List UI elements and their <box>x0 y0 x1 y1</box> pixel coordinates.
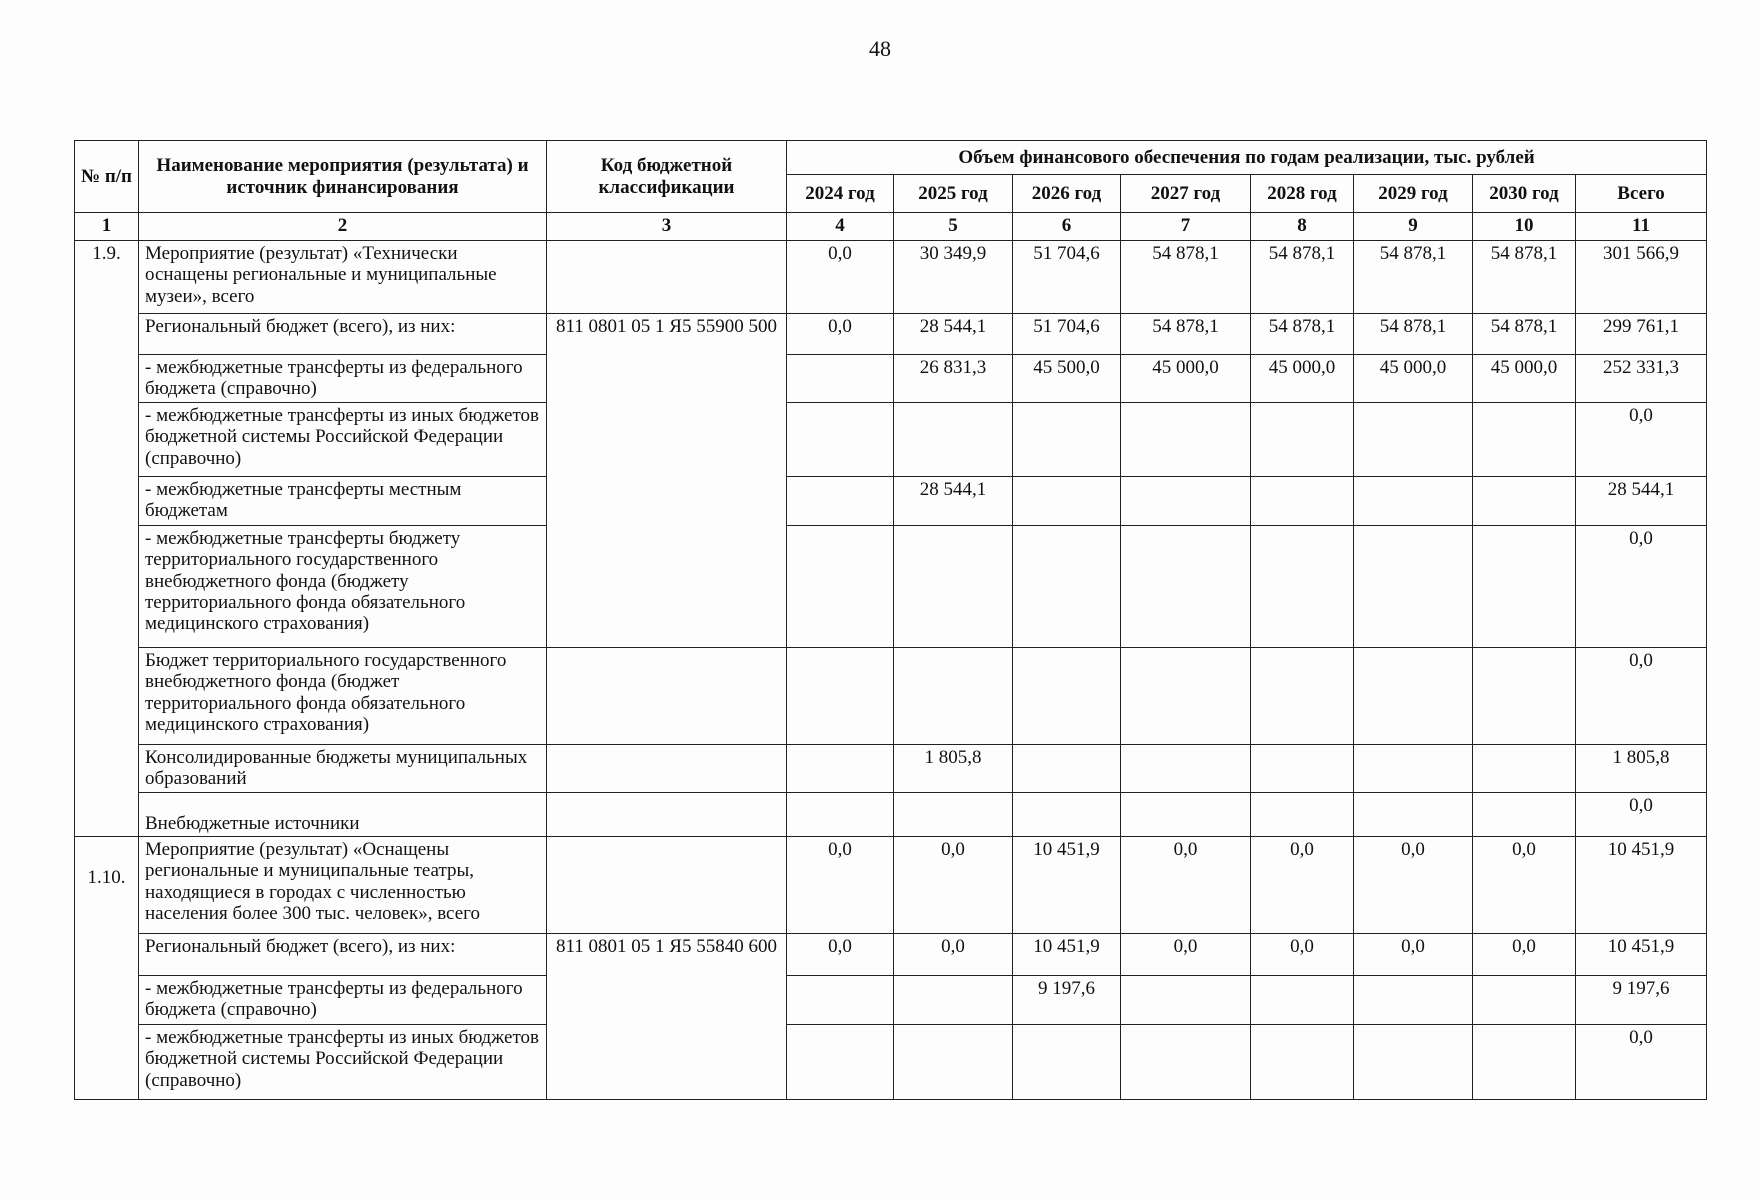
value-cell <box>1013 526 1121 648</box>
header-year: 2027 год <box>1121 175 1251 213</box>
value-cell: 0,0 <box>1354 934 1473 976</box>
table-row <box>75 241 1707 314</box>
total-cell: 0,0 <box>1576 526 1707 648</box>
value-cell <box>1354 976 1473 1025</box>
value-cell <box>1013 1025 1121 1100</box>
total-cell: 299 761,1 <box>1576 314 1707 355</box>
value-cell <box>894 793 1013 837</box>
value-cell: 0,0 <box>787 314 894 355</box>
row-name: Мероприятие (результат) «Оснащены региональные и муниципальные театры, находящиеся в городах с численностью населения более 300 тыс. человек», всего <box>139 837 547 934</box>
value-cell: 0,0 <box>787 241 894 314</box>
value-cell <box>1473 1025 1576 1100</box>
budget-code: 811 0801 05 1 Я5 55840 600 <box>547 934 787 1100</box>
value-cell <box>787 403 894 477</box>
table-row <box>75 837 1707 934</box>
total-cell: 1 805,8 <box>1576 745 1707 793</box>
value-cell <box>1251 745 1354 793</box>
value-cell <box>1121 745 1251 793</box>
row-name: - межбюджетные трансферты бюджету территориального государственного внебюджетного фонда (бюджету территориального фонда обязательного медицинского страхования) <box>139 526 547 648</box>
row-name: - межбюджетные трансферты из федерального бюджета (справочно) <box>139 355 547 403</box>
value-cell: 54 878,1 <box>1354 241 1473 314</box>
header-year: 2028 год <box>1251 175 1354 213</box>
code-cell-empty <box>547 648 787 745</box>
value-cell: 0,0 <box>894 837 1013 934</box>
table-row <box>75 314 1707 355</box>
code-cell-empty <box>547 745 787 793</box>
page-number: 48 <box>869 36 891 61</box>
value-cell <box>1013 793 1121 837</box>
total-cell: 10 451,9 <box>1576 837 1707 934</box>
value-cell <box>1121 1025 1251 1100</box>
table-row <box>75 934 1707 976</box>
value-cell <box>894 526 1013 648</box>
value-cell <box>1354 526 1473 648</box>
value-cell <box>1121 793 1251 837</box>
table-row <box>75 745 1707 793</box>
value-cell <box>1013 745 1121 793</box>
table-row <box>75 648 1707 745</box>
value-cell: 26 831,3 <box>894 355 1013 403</box>
value-cell: 45 000,0 <box>1354 355 1473 403</box>
value-cell: 0,0 <box>787 837 894 934</box>
header-year: 2024 год <box>787 175 894 213</box>
value-cell <box>787 477 894 526</box>
value-cell: 51 704,6 <box>1013 314 1121 355</box>
row-name: Региональный бюджет (всего), из них: <box>139 314 547 355</box>
value-cell <box>1121 403 1251 477</box>
value-cell: 45 500,0 <box>1013 355 1121 403</box>
row-name: Региональный бюджет (всего), из них: <box>139 934 547 976</box>
table-row <box>75 355 1707 403</box>
total-cell: 301 566,9 <box>1576 241 1707 314</box>
column-number: 11 <box>1576 213 1707 241</box>
value-cell: 0,0 <box>1251 837 1354 934</box>
value-cell: 0,0 <box>1121 837 1251 934</box>
value-cell <box>1473 648 1576 745</box>
header-year: 2026 год <box>1013 175 1121 213</box>
value-cell: 54 878,1 <box>1473 314 1576 355</box>
code-cell-empty <box>547 793 787 837</box>
value-cell: 45 000,0 <box>1251 355 1354 403</box>
total-cell: 9 197,6 <box>1576 976 1707 1025</box>
value-cell: 10 451,9 <box>1013 934 1121 976</box>
table-row <box>75 403 1707 477</box>
value-cell <box>1251 477 1354 526</box>
value-cell <box>1473 403 1576 477</box>
row-name: Внебюджетные источники <box>139 793 547 837</box>
row-name: - межбюджетные трансферты местным бюджетам <box>139 477 547 526</box>
column-number: 10 <box>1473 213 1576 241</box>
value-cell <box>1013 648 1121 745</box>
value-cell <box>1473 976 1576 1025</box>
header-year: 2025 год <box>894 175 1013 213</box>
value-cell <box>1354 403 1473 477</box>
column-number: 3 <box>547 213 787 241</box>
row-name: - межбюджетные трансферты из иных бюджетов бюджетной системы Российской Федерации (справочно) <box>139 403 547 477</box>
section-index: 1.9. <box>75 241 139 837</box>
value-cell: 45 000,0 <box>1121 355 1251 403</box>
value-cell <box>894 976 1013 1025</box>
value-cell: 0,0 <box>1251 934 1354 976</box>
header-number: № п/п <box>75 141 139 213</box>
header-total: Всего <box>1576 175 1707 213</box>
column-number: 9 <box>1354 213 1473 241</box>
value-cell <box>1354 793 1473 837</box>
value-cell: 0,0 <box>1354 837 1473 934</box>
total-cell: 10 451,9 <box>1576 934 1707 976</box>
row-name: Консолидированные бюджеты муниципальных образований <box>139 745 547 793</box>
value-cell <box>787 745 894 793</box>
value-cell: 51 704,6 <box>1013 241 1121 314</box>
value-cell: 28 544,1 <box>894 477 1013 526</box>
value-cell <box>1473 477 1576 526</box>
value-cell <box>787 976 894 1025</box>
value-cell: 54 878,1 <box>1121 241 1251 314</box>
value-cell <box>1354 648 1473 745</box>
row-name: Бюджет территориального государственного внебюджетного фонда (бюджет территориального фонда обязательного медицинского страхования) <box>139 648 547 745</box>
value-cell: 0,0 <box>1473 837 1576 934</box>
value-cell <box>787 526 894 648</box>
value-cell <box>787 648 894 745</box>
value-cell <box>894 648 1013 745</box>
total-cell: 0,0 <box>1576 403 1707 477</box>
value-cell: 45 000,0 <box>1473 355 1576 403</box>
row-name: - межбюджетные трансферты из иных бюджетов бюджетной системы Российской Федерации (справочно) <box>139 1025 547 1100</box>
table-row <box>75 976 1707 1025</box>
header-code: Код бюджетной классификации <box>547 141 787 213</box>
value-cell <box>1251 793 1354 837</box>
value-cell <box>1251 1025 1354 1100</box>
column-number: 2 <box>139 213 547 241</box>
column-number: 4 <box>787 213 894 241</box>
total-cell: 252 331,3 <box>1576 355 1707 403</box>
value-cell <box>894 403 1013 477</box>
value-cell <box>1354 1025 1473 1100</box>
column-number: 7 <box>1121 213 1251 241</box>
table-row <box>75 793 1707 837</box>
total-cell: 0,0 <box>1576 1025 1707 1100</box>
row-name: Мероприятие (результат) «Технически оснащены региональные и муниципальные музеи», всего <box>139 241 547 314</box>
value-cell: 0,0 <box>1473 934 1576 976</box>
value-cell <box>787 355 894 403</box>
total-cell: 0,0 <box>1576 793 1707 837</box>
value-cell: 54 878,1 <box>1121 314 1251 355</box>
value-cell <box>1354 477 1473 526</box>
column-number: 1 <box>75 213 139 241</box>
table-row <box>75 1025 1707 1100</box>
value-cell <box>1121 526 1251 648</box>
header-volume: Объем финансового обеспечения по годам реализации, тыс. рублей <box>787 141 1707 175</box>
value-cell: 9 197,6 <box>1013 976 1121 1025</box>
header-year: 2029 год <box>1354 175 1473 213</box>
table-row <box>75 526 1707 648</box>
financing-table <box>74 140 1707 1100</box>
value-cell <box>1121 648 1251 745</box>
value-cell <box>1251 648 1354 745</box>
value-cell <box>1473 526 1576 648</box>
header-name: Наименование мероприятия (результата) и источник финансирования <box>139 141 547 213</box>
value-cell <box>1013 403 1121 477</box>
value-cell: 0,0 <box>1121 934 1251 976</box>
row-name: - межбюджетные трансферты из федерального бюджета (справочно) <box>139 976 547 1025</box>
value-cell <box>1251 526 1354 648</box>
value-cell <box>1473 793 1576 837</box>
column-numbers-row <box>75 213 1707 241</box>
value-cell: 1 805,8 <box>894 745 1013 793</box>
table-row <box>75 477 1707 526</box>
code-cell-empty <box>547 837 787 934</box>
column-number: 8 <box>1251 213 1354 241</box>
value-cell: 54 878,1 <box>1251 314 1354 355</box>
total-cell: 0,0 <box>1576 648 1707 745</box>
column-number: 6 <box>1013 213 1121 241</box>
value-cell <box>1251 403 1354 477</box>
budget-code: 811 0801 05 1 Я5 55900 500 <box>547 314 787 648</box>
code-cell-empty <box>547 241 787 314</box>
value-cell <box>894 1025 1013 1100</box>
value-cell: 54 878,1 <box>1251 241 1354 314</box>
total-cell: 28 544,1 <box>1576 477 1707 526</box>
value-cell <box>1354 745 1473 793</box>
value-cell <box>1013 477 1121 526</box>
value-cell <box>1251 976 1354 1025</box>
value-cell <box>1121 477 1251 526</box>
header-year: 2030 год <box>1473 175 1576 213</box>
value-cell: 28 544,1 <box>894 314 1013 355</box>
value-cell: 10 451,9 <box>1013 837 1121 934</box>
value-cell <box>1121 976 1251 1025</box>
value-cell: 54 878,1 <box>1354 314 1473 355</box>
value-cell <box>1473 745 1576 793</box>
value-cell <box>787 793 894 837</box>
value-cell: 30 349,9 <box>894 241 1013 314</box>
section-index: 1.10. <box>75 837 139 1100</box>
value-cell: 54 878,1 <box>1473 241 1576 314</box>
column-number: 5 <box>894 213 1013 241</box>
value-cell: 0,0 <box>787 934 894 976</box>
value-cell <box>787 1025 894 1100</box>
value-cell: 0,0 <box>894 934 1013 976</box>
